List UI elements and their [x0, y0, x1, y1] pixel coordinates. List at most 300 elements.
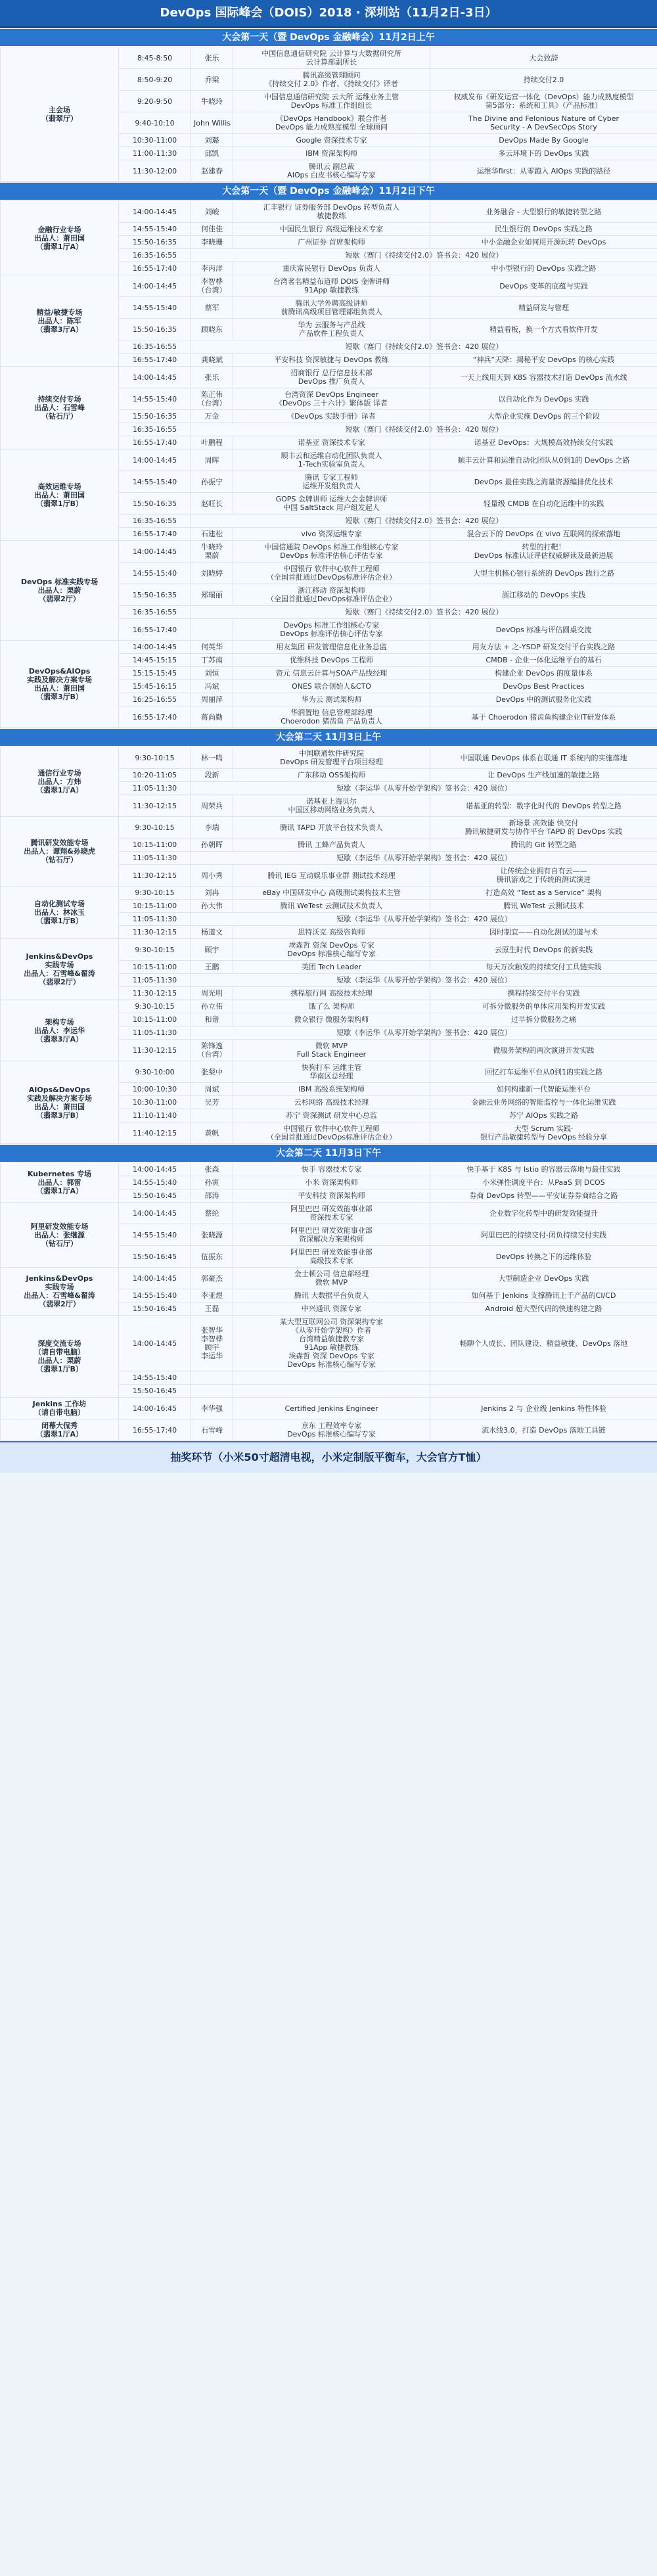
session-row	[1, 1398, 657, 1419]
speaker-title: 平安科技 资深敏捷与 DevOps 教练	[233, 354, 430, 367]
speaker-title: 顺丰云和运维自动化团队负责人 1-Tech实验室负责人	[233, 449, 430, 471]
speaker-title: 中国信息通信研究院 云计算与大数据研究所 云计算部副所长	[233, 47, 430, 69]
session-time: 16:35-16:55	[119, 423, 191, 436]
speaker-title: DevOps 标准工作组核心专家 DevOps 标准评估核心评估专家	[233, 619, 430, 641]
talk-title: 顺丰云计算和运维自动化团队从0到1的 DevOps 之路	[430, 449, 657, 471]
talk-title: 腾讯 WeTest 云测试技术	[430, 900, 657, 913]
speaker-title: 诺基亚上海贝尔 中国区移动网络业务负责人	[233, 795, 430, 817]
session-time: 16:55-17:40	[119, 354, 191, 367]
session-time: 11:05-11:30	[119, 913, 191, 926]
session-row	[1, 817, 657, 839]
speaker-title: 用友集团 研发管理信息化业务总监	[233, 641, 430, 654]
break-notice: 短歇（李运华《从零开始学架构》签书会：420 展位）	[191, 974, 657, 987]
session-row	[1, 449, 657, 471]
speaker-title	[233, 1385, 430, 1398]
talk-title: CMDB - 企业一体化运维平台的基石	[430, 654, 657, 667]
track-cell: 架构专场 出品人：李运华 （翡翠3厅A）	[1, 1000, 119, 1061]
speaker-name: 顾宇	[191, 939, 233, 961]
talk-title: 大型主机核心银行系统的 DevOps 践行之路	[430, 563, 657, 584]
talk-title: 以自动化作为 DevOps 实践	[430, 388, 657, 410]
schedule-table	[0, 200, 657, 728]
talk-title	[430, 1371, 657, 1385]
talk-title: DevOps 最佳实践之海量资源编排优化技术	[430, 471, 657, 493]
session-time: 15:15-15:45	[119, 667, 191, 680]
speaker-name: 郭豪杰	[191, 1268, 233, 1289]
talk-title: 畅聊个人成长、团队建设、精益敏捷、DevOps 落地	[430, 1316, 657, 1371]
speaker-name: 丁苏南	[191, 654, 233, 667]
session-time: 14:55-15:40	[119, 1371, 191, 1385]
session-time: 11:30-12:00	[119, 160, 191, 182]
talk-title: 中小型银行的 DevOps 实践之路	[430, 262, 657, 275]
session-time: 14:00-14:45	[119, 367, 191, 388]
speaker-name: 孙朝晖	[191, 839, 233, 852]
talk-title: 诺基亚的转型：数字化时代的 DevOps 转型之路	[430, 795, 657, 817]
speaker-name: 刘璐	[191, 134, 233, 147]
talk-title: 腾讯的 Git 转型之路	[430, 839, 657, 852]
talk-title: 每天万次触发的持续交付工具链实践	[430, 961, 657, 974]
speaker-title: 金士顿公司 信息部经理 微软 MVP	[233, 1268, 430, 1289]
session-time: 10:15-11:00	[119, 839, 191, 852]
session-row	[1, 1000, 657, 1013]
speaker-title: 华润置地 信息管理部经理 Choerodon 猪齿鱼 产品负责人	[233, 706, 430, 728]
session-row	[1, 1268, 657, 1289]
session-time: 15:50-16:45	[119, 1385, 191, 1398]
talk-title: Android 超大型代码的快速构建之路	[430, 1302, 657, 1316]
session-time: 15:50-16:45	[119, 1302, 191, 1316]
talk-title: 新场景 高效能 快交付 腾讯敏捷研发与协作平台 TAPD 的 DevOps 实践	[430, 817, 657, 839]
session-time: 9:30-10:15	[119, 939, 191, 961]
speaker-title: Certified Jenkins Engineer	[233, 1398, 430, 1419]
track-cell: 闭幕大侃秀 （翡翠1厅A）	[1, 1419, 119, 1441]
session-time: 16:55-17:40	[119, 436, 191, 449]
session-time: 14:45-15:15	[119, 654, 191, 667]
schedule-table	[0, 1162, 657, 1441]
speaker-title: 腾讯 工蜂产品负责人	[233, 839, 430, 852]
section-header: 大会第一天（暨 DevOps 金融峰会）11月2日上午	[0, 28, 657, 47]
talk-title: 企业数字化转型中的研发效能提升	[430, 1203, 657, 1224]
session-time: 14:00-14:45	[119, 1268, 191, 1289]
section-header: 大会第二天 11月3日下午	[0, 1144, 657, 1162]
talk-title: 轻量级 CMDB 在自动化运维中的实践	[430, 493, 657, 515]
session-time: 14:00-14:45	[119, 449, 191, 471]
speaker-name: 蔡军	[191, 297, 233, 319]
talk-title: 权威发布《研发运营一体化（DevOps）能力成熟度模型 第5部分：系统和工具》（产品标准）	[430, 91, 657, 112]
talk-title: 用友方法 + 之-YSDP 研发交付平台实践之路	[430, 641, 657, 654]
session-time: 11:00-11:30	[119, 147, 191, 160]
track-cell: 深度交流专场 （请自带电脑） 出品人：栗蔚 （翡翠1厅B）	[1, 1316, 119, 1398]
session-time: 15:50-16:35	[119, 493, 191, 515]
track-cell: DevOps 标准实践专场 出品人：栗蔚 （翡翠2厅）	[1, 541, 119, 641]
session-time: 11:30-12:15	[119, 987, 191, 1000]
speaker-name: 邱凯	[191, 147, 233, 160]
speaker-name: 孙立伟	[191, 1000, 233, 1013]
session-time: 14:00-14:45	[119, 201, 191, 223]
speaker-name: 龚晓斌	[191, 354, 233, 367]
track-cell: 自动化测试专场 出品人：林冰玉 （翡翠1厅B）	[1, 886, 119, 939]
session-time: 15:50-16:35	[119, 410, 191, 423]
speaker-name: 周荣兵	[191, 795, 233, 817]
speaker-name: 张森	[191, 1163, 233, 1176]
speaker-name: 林一鸣	[191, 747, 233, 769]
session-time: 11:30-12:15	[119, 795, 191, 817]
speaker-name: 李丙洋	[191, 262, 233, 275]
talk-title: 诺基亚 DevOps：大规模高效持续交付实践	[430, 436, 657, 449]
speaker-title: IBM 高级系统架构师	[233, 1083, 430, 1096]
talk-title: 因时制宜——自动化测试的道与术	[430, 926, 657, 939]
speaker-title: 《DevOps 实践手册》译者	[233, 410, 430, 423]
session-row	[1, 367, 657, 388]
speaker-name: 杨道文	[191, 926, 233, 939]
talk-title: 民生银行的 DevOps 实践之路	[430, 223, 657, 236]
session-time: 9:30-10:15	[119, 1000, 191, 1013]
speaker-name: 叶鹏程	[191, 436, 233, 449]
break-notice: 短歇（李运华《从零开始学架构》签书会：420 展位）	[191, 782, 657, 795]
speaker-name: 李晓珊	[191, 236, 233, 249]
session-row	[1, 1061, 657, 1083]
speaker-title	[233, 1371, 430, 1385]
speaker-name: 李华强	[191, 1398, 233, 1419]
speaker-title: 美团 Tech Leader	[233, 961, 430, 974]
talk-title: The Divine and Felonious Nature of Cyber Security - A DevSecOps Story	[430, 112, 657, 134]
speaker-name: 伍振东	[191, 1246, 233, 1268]
speaker-name: 顾晓东	[191, 319, 233, 340]
session-time: 14:00-14:45	[119, 1163, 191, 1176]
speaker-name: 蒋尚勤	[191, 706, 233, 728]
talk-title: 流水线3.0，打造 DevOps 落地工具链	[430, 1419, 657, 1441]
speaker-name: 孙大伟	[191, 900, 233, 913]
speaker-title: 中国信通院 DevOps 标准工作组核心专家 DevOps 标准评估核心评估专家	[233, 541, 430, 563]
speaker-title: 华为 云服务与产品线 产品软件工程负责人	[233, 319, 430, 340]
talk-title: Jenkins 2 与 企业级 Jenkins 特性体验	[430, 1398, 657, 1419]
track-cell: 金融行业专场 出品人：萧田国 （翡翠1厅A）	[1, 201, 119, 275]
speaker-name: 王鹏	[191, 961, 233, 974]
speaker-name: 周光明	[191, 987, 233, 1000]
session-time: 16:55-17:40	[119, 706, 191, 728]
session-time: 16:55-17:40	[119, 528, 191, 541]
speaker-name: 李亚煜	[191, 1289, 233, 1302]
talk-title: 运维华first：从零跑入 AIOps 实践的路径	[430, 160, 657, 182]
talk-title: 一天上线用天到 K8S 容器技术打造 DevOps 流水线	[430, 367, 657, 388]
track-cell: Kubernetes 专场 出品人：郭雷 （翡翠1厅A）	[1, 1163, 119, 1203]
speaker-title: 平安科技 资深架构师	[233, 1189, 430, 1203]
speaker-title: 腾讯 TAPD 开放平台技术负责人	[233, 817, 430, 839]
session-time: 15:50-16:35	[119, 319, 191, 340]
session-time: 10:30-11:00	[119, 1096, 191, 1109]
session-time: 9:20-9:50	[119, 91, 191, 112]
session-row	[1, 47, 657, 69]
session-time: 10:15-11:00	[119, 900, 191, 913]
session-time: 16:35-16:55	[119, 515, 191, 528]
session-row	[1, 1419, 657, 1441]
session-time: 14:00-14:45	[119, 275, 191, 297]
speaker-title: vivo 资深运维专家	[233, 528, 430, 541]
talk-title: 构建企业 DevOps 的度量体系	[430, 667, 657, 680]
talk-title: 阿里巴巴的持续交付-闭负持续交付实践	[430, 1224, 657, 1246]
talk-title: 云原生时代 DevOps 的新实践	[430, 939, 657, 961]
session-row	[1, 1203, 657, 1224]
track-cell: AIOps&DevOps 实践及解决方案专场 出品人：萧田国 （翡翠3厅B）	[1, 1061, 119, 1144]
session-time: 11:30-12:15	[119, 865, 191, 886]
speaker-name: 周小秀	[191, 865, 233, 886]
speaker-title: 中国银行 软件中心软件工程师 （全国首批通过DevOps标准评估企业）	[233, 563, 430, 584]
speaker-title: 阿里巴巴 研发效能事业部 资深解决方案架构师	[233, 1224, 430, 1246]
speaker-title: eBay 中国研发中心 高级测试架构技术主管	[233, 886, 430, 900]
talk-title: 可拆分微服务的单体应用架构开发实践	[430, 1000, 657, 1013]
speaker-name: 陈锋逸 （台湾）	[191, 1040, 233, 1061]
speaker-title: 优维科技 DevOps 工程师	[233, 654, 430, 667]
session-time: 16:35-16:55	[119, 340, 191, 354]
session-row	[1, 1163, 657, 1176]
session-row	[1, 201, 657, 223]
session-time: 14:55-15:40	[119, 388, 191, 410]
speaker-title: 饿了么 架构师	[233, 1000, 430, 1013]
talk-title: DevOps 中的测试服务化实践	[430, 693, 657, 706]
speaker-title: 中兴通讯 资深专家	[233, 1302, 430, 1316]
speaker-title: IBM 资深架构师	[233, 147, 430, 160]
schedule-table	[0, 47, 657, 182]
session-time: 11:30-12:15	[119, 926, 191, 939]
speaker-name: 冯斌	[191, 680, 233, 693]
speaker-title: 中国民生银行 高级运维技术专家	[233, 223, 430, 236]
talk-title: 转型的打靶！ DevOps 标准认证评估权威解读及最新进展	[430, 541, 657, 563]
track-cell: 持续交付专场 出品人：石雪峰 （钻石厅）	[1, 367, 119, 449]
speaker-name: 张粲中	[191, 1061, 233, 1083]
speaker-title: 广东移动 OSS架构师	[233, 769, 430, 782]
speaker-name: 赵建春	[191, 160, 233, 182]
speaker-title: 台湾著名精益布道师 DOIS 金牌讲师 91App 敏捷教练	[233, 275, 430, 297]
session-time: 9:30-10:15	[119, 886, 191, 900]
session-time: 14:00-14:45	[119, 541, 191, 563]
speaker-name: 刘峻	[191, 201, 233, 223]
session-time: 11:05-11:30	[119, 974, 191, 987]
agenda-sections	[0, 28, 657, 1441]
session-time: 16:55-17:40	[119, 619, 191, 641]
talk-title: 金融云业务网络的智能监控与一体化运维实践	[430, 1096, 657, 1109]
track-cell: Jenkins&DevOps 实践专场 出品人：石雪峰&翟涛 （翡翠2厅）	[1, 939, 119, 1000]
session-row	[1, 939, 657, 961]
speaker-name: 石雪峰	[191, 1419, 233, 1441]
talk-title: 中国联通 DevOps 体系在联通 IT 系统内的实施落地	[430, 747, 657, 769]
speaker-title: 微众银行 微服务架构师	[233, 1013, 430, 1026]
speaker-name: 张乐	[191, 47, 233, 69]
talk-title: DevOps Made By Google	[430, 134, 657, 147]
speaker-name: 周斌	[191, 1083, 233, 1096]
session-time: 9:30-10:15	[119, 817, 191, 839]
speaker-title: 台湾资深 DevOps Engineer 《DevOps 三十六计》繁体版 译者	[233, 388, 430, 410]
break-notice: 短歇（赛门《持续交付2.0》签书会：420 展位）	[191, 340, 657, 354]
break-notice: 短歇（赛门《持续交付2.0》签书会：420 展位）	[191, 515, 657, 528]
speaker-name: 张乐	[191, 367, 233, 388]
speaker-name: 周晖	[191, 449, 233, 471]
speaker-name	[191, 619, 233, 641]
track-cell: Jenkins&DevOps 实践专场 出品人：石雪峰&翟涛 （翡翠2厅）	[1, 1268, 119, 1316]
speaker-title: 华为云 测试架构师	[233, 693, 430, 706]
speaker-name: 李瑞	[191, 817, 233, 839]
session-row	[1, 886, 657, 900]
speaker-name: 郑瑞丽	[191, 584, 233, 606]
talk-title: 携程持续交付平台实践	[430, 987, 657, 1000]
speaker-title: 腾讯 IEG 互动娱乐事业群 测试技术经理	[233, 865, 430, 886]
speaker-title: 快手 容器技术专家	[233, 1163, 430, 1176]
session-time: 14:55-15:40	[119, 563, 191, 584]
track-cell: 通信行业专场 出品人：方炜 （翡翠1厅A）	[1, 747, 119, 817]
speaker-name: John Willis	[191, 112, 233, 134]
speaker-title: 《DevOps Handbook》联合作者 DevOps 能力成熟度模型 全球顾问	[233, 112, 430, 134]
talk-title: 混合云下的 DevOps 在 vivo 互联网的探索落地	[430, 528, 657, 541]
talk-title: 精益研发与管理	[430, 297, 657, 319]
speaker-title: 苏宁 资深测试 研发中心总监	[233, 1109, 430, 1122]
break-notice: 短歇（赛门《持续交付2.0》签书会：420 展位）	[191, 606, 657, 619]
speaker-name: 张智华 李智桦 顾宇 李运华	[191, 1316, 233, 1371]
speaker-name: 张晓源	[191, 1224, 233, 1246]
speaker-title: 广州证券 首席架构师	[233, 236, 430, 249]
talk-title: 微服务架构的两次演进开发实践	[430, 1040, 657, 1061]
session-time: 10:20-11:05	[119, 769, 191, 782]
speaker-title: 携程旅行网 高级技术经理	[233, 987, 430, 1000]
speaker-title: 中国联通软件研究院 DevOps 研发管理平台项目经理	[233, 747, 430, 769]
section-header: 大会第二天 11月3日上午	[0, 728, 657, 747]
speaker-title: 某大型互联网公司 资深架构专家 《从零开始学架构》作者 台湾精益敏捷教专家 91App 敏捷教练 埃森哲 资深 DevOps 专家 DevOps 标准核心编写专家	[233, 1316, 430, 1371]
session-time: 10:00-10:30	[119, 1083, 191, 1096]
session-row	[1, 641, 657, 654]
session-time: 9:30-10:15	[119, 747, 191, 769]
session-time: 14:55-15:40	[119, 1224, 191, 1246]
talk-title: 大型 Scrum 实践· 银行产品敏捷转型与 DevOps 经验分享	[430, 1122, 657, 1144]
session-time: 16:35-16:55	[119, 606, 191, 619]
speaker-title: 阿里巴巴 研发效能事业部 高级技术专家	[233, 1246, 430, 1268]
speaker-title: 腾讯云 副总裁 AIOps 白皮书核心编写专家	[233, 160, 430, 182]
session-time: 15:50-16:45	[119, 1246, 191, 1268]
break-notice: 短歇（赛门《持续交付2.0》签书会：420 展位）	[191, 423, 657, 436]
talk-title: 大会致辞	[430, 47, 657, 69]
talk-title: DevOps 标准与评估圆桌交流	[430, 619, 657, 641]
speaker-title: 中国信息通信研究院 云大所 运维业务主管 DevOps 标准工作组组长	[233, 91, 430, 112]
session-time: 10:30-11:00	[119, 134, 191, 147]
speaker-title: 腾讯高级管理顾问 《持续交付 2.0》作者、《持续交付》译者	[233, 69, 430, 91]
track-cell: 精益/敏捷专场 出品人：陈军 （翡翠3厅A）	[1, 275, 119, 367]
speaker-name: 何英华	[191, 641, 233, 654]
schedule-table	[0, 747, 657, 1144]
speaker-title: 汇丰银行 证券服务部 DevOps 转型负责人 敏捷教练	[233, 201, 430, 223]
speaker-title: 诺基亚 资深技术专家	[233, 436, 430, 449]
session-time: 15:50-16:35	[119, 584, 191, 606]
talk-title: 基于 Choerodon 猪齿鱼构建企业IT研发体系	[430, 706, 657, 728]
speaker-name: 石建松	[191, 528, 233, 541]
speaker-title: 云杉网络 高级技术经理	[233, 1096, 430, 1109]
session-row	[1, 747, 657, 769]
talk-title: 持续交付2.0	[430, 69, 657, 91]
talk-title: 如何基于 Jenkins 支撑腾讯上千产品的CI/CD	[430, 1289, 657, 1302]
speaker-title: 腾讯 WeTest 云测试技术负责人	[233, 900, 430, 913]
session-time: 14:55-15:40	[119, 1289, 191, 1302]
talk-title: DevOps 转换之下的运维体验	[430, 1246, 657, 1268]
session-time: 16:35-16:55	[119, 249, 191, 262]
session-time: 14:00-14:45	[119, 641, 191, 654]
session-time: 11:05-11:30	[119, 782, 191, 795]
speaker-title: 思特沃克 高级咨询师	[233, 926, 430, 939]
session-time: 11:05-11:30	[119, 1026, 191, 1040]
speaker-title: GOPS 金牌讲师 运维大会金牌讲师 中国 SaltStack 用户组发起人	[233, 493, 430, 515]
speaker-title: 招商银行 总行信息技术部 DevOps 推广负责人	[233, 367, 430, 388]
track-cell: 高效运维专场 出品人：萧田国 （翡翠1厅B）	[1, 449, 119, 541]
break-notice: 短歇（赛门《持续交付2.0》签书会：420 展位）	[191, 249, 657, 262]
break-notice: 短歇（李运华《从零开始学架构》签书会：420 展位）	[191, 1026, 657, 1040]
session-time: 14:00-16:45	[119, 1398, 191, 1419]
section-header: 大会第一天（暨 DevOps 金融峰会）11月2日下午	[0, 182, 657, 200]
speaker-name: 吴芳	[191, 1096, 233, 1109]
talk-title: DevOps 变革的底蕴与实践	[430, 275, 657, 297]
speaker-title: 重庆富民银行 DevOps 负责人	[233, 262, 430, 275]
speaker-name: 黄帆	[191, 1122, 233, 1144]
speaker-name: 刘冉	[191, 886, 233, 900]
session-time: 11:30-12:15	[119, 1040, 191, 1061]
talk-title: 大型企业实施 DevOps 的三个阶段	[430, 410, 657, 423]
page-title: DevOps 国际峰会（DOIS）2018 · 深圳站（11月2日-3日）	[0, 0, 657, 28]
session-time: 11:40-12:15	[119, 1122, 191, 1144]
talk-title: 小米弹性调度平台：从PaaS 到 DCOS	[430, 1176, 657, 1189]
break-notice: 短歇（李运华《从零开始学架构》签书会：420 展位）	[191, 852, 657, 865]
session-time: 16:55-17:40	[119, 262, 191, 275]
speaker-title: 微软 MVP Full Stack Engineer	[233, 1040, 430, 1061]
speaker-name: 万金	[191, 410, 233, 423]
speaker-name: 蔡纶	[191, 1203, 233, 1224]
talk-title: 如何构建新一代智能运维平台	[430, 1083, 657, 1096]
speaker-name	[191, 1109, 233, 1122]
track-cell: DevOps&AIOps 实践及解决方案专场 出品人：萧田国 （翡翠3厅B）	[1, 641, 119, 728]
speaker-name	[191, 1371, 233, 1385]
footer-banner: 抽奖环节（小米50寸超清电视，小米定制版平衡车，大会官方T恤）	[0, 1441, 657, 1473]
speaker-name: 孙振宁	[191, 471, 233, 493]
speaker-title: 浙江移动 资深架构师 （全国首批通过DevOps标准评估企业）	[233, 584, 430, 606]
speaker-title: 小米 资深架构师	[233, 1176, 430, 1189]
speaker-name: 乔梁	[191, 69, 233, 91]
session-row	[1, 541, 657, 563]
talk-title: 多云环境下的 DevOps 实践	[430, 147, 657, 160]
speaker-name: 牛晓玲	[191, 91, 233, 112]
speaker-title: 腾讯 专家工程师 运维开发组负责人	[233, 471, 430, 493]
speaker-name: 刘恒	[191, 667, 233, 680]
speaker-name: 何佳佳	[191, 223, 233, 236]
talk-title: DevOps Best Practices	[430, 680, 657, 693]
session-row	[1, 275, 657, 297]
speaker-title: 腾讯 大数据平台负责人	[233, 1289, 430, 1302]
talk-title: 业务融合 - 大型银行的敏捷转型之路	[430, 201, 657, 223]
talk-title: 过早拆分微服务之痛	[430, 1013, 657, 1026]
speaker-title: 腾讯大学外聘高级讲师 前腾讯高级项目管理部组负责人	[233, 297, 430, 319]
session-time: 14:00-14:45	[119, 1203, 191, 1224]
session-time: 10:15-11:00	[119, 961, 191, 974]
session-time: 9:30-10:00	[119, 1061, 191, 1083]
talk-title: 快手基于 K8S 与 Istio 的容器云落地与最佳实践	[430, 1163, 657, 1176]
speaker-name: 刘晓婷	[191, 563, 233, 584]
speaker-name: 赵旺长	[191, 493, 233, 515]
session-row	[1, 1316, 657, 1371]
speaker-title: ONES 联合创始人&CTO	[233, 680, 430, 693]
speaker-name: 牛晓玲 栗蔚	[191, 541, 233, 563]
talk-title: 让传统企业拥有自有云—— 腾讯游戏之于传统的测试演进	[430, 865, 657, 886]
session-time: 10:15-11:00	[119, 1013, 191, 1026]
session-time: 14:00-14:45	[119, 1316, 191, 1371]
talk-title: 让 DevOps 生产线加速的敏捷之路	[430, 769, 657, 782]
speaker-name: 和谐	[191, 1013, 233, 1026]
speaker-name: 陈正伟 （台湾）	[191, 388, 233, 410]
speaker-name: 邵涛	[191, 1189, 233, 1203]
session-time: 8:50-9:20	[119, 69, 191, 91]
session-time: 15:45-16:15	[119, 680, 191, 693]
talk-title: “神兵”天降：揭秘平安 DevOps 的核心实践	[430, 354, 657, 367]
talk-title: 打造高效 “Test as a Service” 架构	[430, 886, 657, 900]
track-cell: 主会场 （翡翠厅）	[1, 47, 119, 182]
